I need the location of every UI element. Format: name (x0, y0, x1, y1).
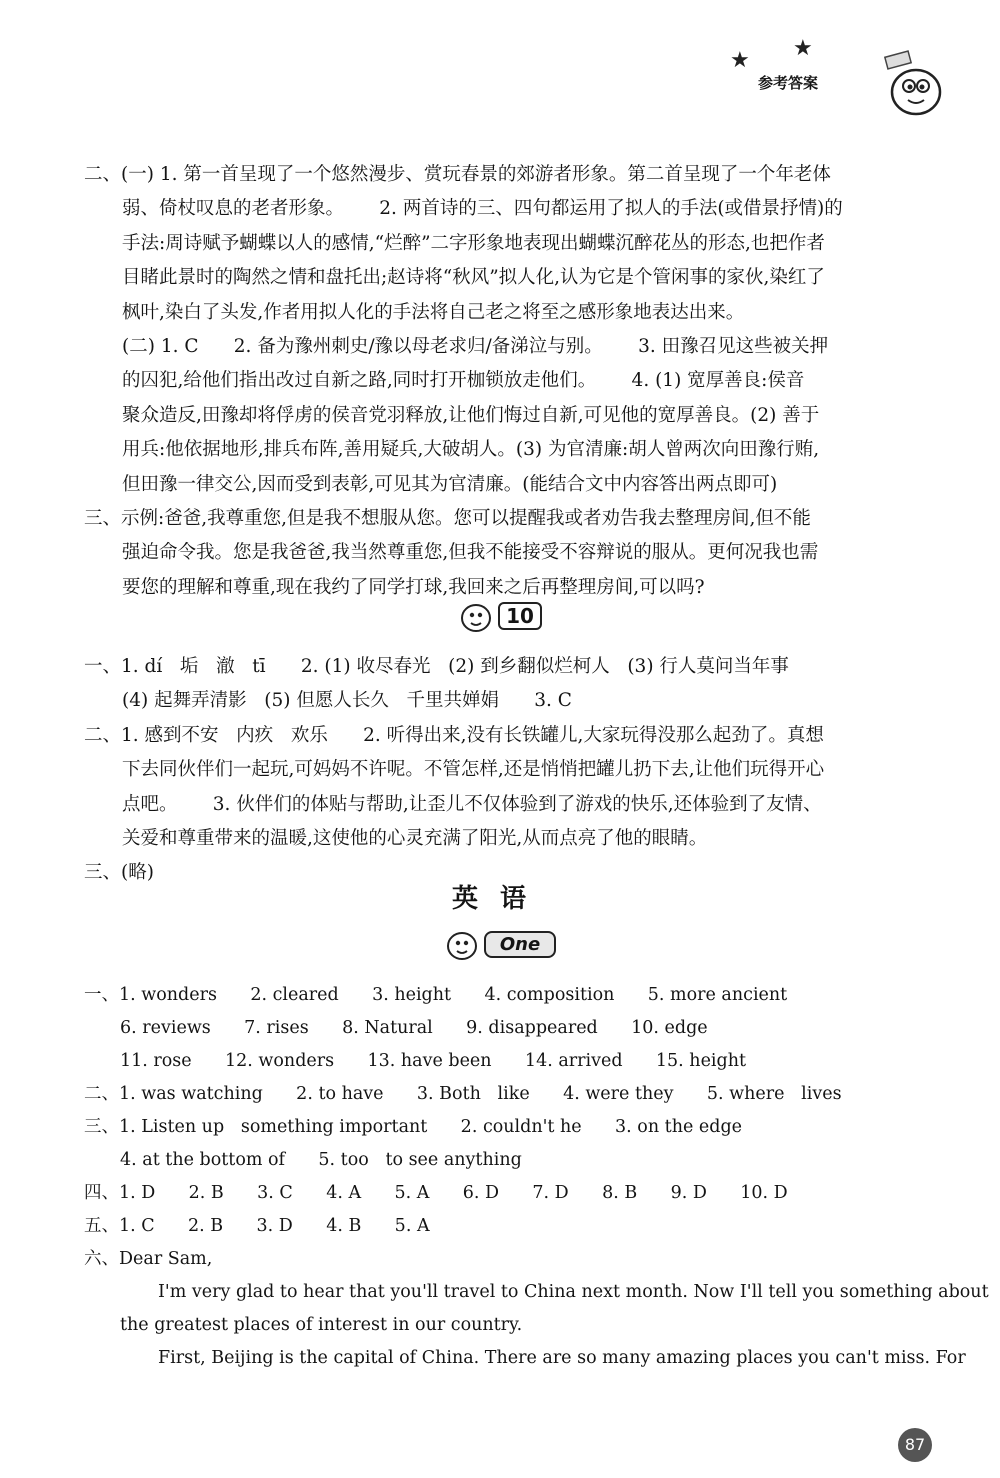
text-line: 四、1. D 2. B 3. C 4. A 5. A 6. D 7. D 8. B 9. D 10. D (84, 1183, 788, 1203)
text-line: I'm very glad to hear that you'll travel to China next month. Now I'll tell you something about (158, 1282, 989, 1302)
page-header-title: 参考答案 (758, 74, 819, 92)
section-title: 英语 (451, 884, 548, 914)
lesson-number: 10 (498, 602, 542, 630)
text-line: 但田豫一律交公,因而受到表彰,可见其为官清廉。(能结合文中内容答出两点即可) (122, 473, 778, 495)
star-icon: ★ (730, 48, 750, 73)
text-line: (二) 1. C 2. 备为豫州刺史/豫以母老求归/备涕泣与别。 3. 田豫召见这些被关押 (122, 335, 829, 357)
text-line: 强迫命令我。您是我爸爸,我当然尊重您,但我不能接受不容辩说的服从。更何况我也需 (122, 542, 819, 564)
text-line: 二、1. was watching 2. to have 3. Both like 4. were they 5. where lives (84, 1084, 842, 1104)
text-line: 五、1. C 2. B 3. D 4. B 5. A (84, 1216, 430, 1236)
mascot-icon (458, 598, 494, 634)
text-line: 的囚犯,给他们指出改过自新之路,同时打开枷锁放走他们。 4. (1) 宽厚善良:侯音 (122, 370, 805, 392)
text-line: 手法:周诗赋予蝴蝶以人的感情,“烂醉”二字形象地表现出蝴蝶沉醉花丛的形态,也把作者 (122, 232, 825, 254)
text-line: 目睹此景时的陶然之情和盘托出;赵诗将“秋风”拟人化,认为它是个管闲事的家伙,染红了 (122, 267, 825, 289)
text-line: 11. rose 12. wonders 13. have been 14. arrived 15. height (120, 1051, 747, 1071)
mascot-icon (444, 926, 480, 962)
text-line: 三、1. Listen up something important 2. couldn't he 3. on the edge (84, 1117, 743, 1137)
mascot-icon (880, 48, 952, 120)
text-line: 4. at the bottom of 5. too to see anything (120, 1150, 522, 1170)
text-line: 一、1. wonders 2. cleared 3. height 4. composition 5. more ancient (84, 985, 788, 1005)
text-line: (4) 起舞弄清影 (5) 但愿人长久 千里共婵娟 3. C (122, 690, 572, 712)
text-line: 6. reviews 7. rises 8. Natural 9. disappeared 10. edge (120, 1018, 708, 1038)
star-icon: ★ (793, 36, 813, 61)
text-line: 三、(略) (84, 862, 154, 884)
text-line: 下去同伙伴们一起玩,可妈妈不许呢。不管怎样,还是悄悄把罐儿扔下去,让他们玩得开心 (122, 759, 825, 781)
answer-block-chinese-9 (84, 158, 894, 605)
text-line: 二、(一) 1. 第一首呈现了一个悠然漫步、赏玩春景的郊游者形象。第二首呈现了一个年老体 (84, 164, 831, 185)
text-line: 关爱和尊重带来的温暖,这使他的心灵充满了阳光,从而点亮了他的眼睛。 (122, 827, 708, 849)
unit-label: One (484, 931, 556, 958)
text-line: 聚众造反,田豫却将俘虏的侯音党羽释放,让他们悔过自新,可见他的宽厚善良。(2) 善于 (122, 404, 820, 426)
text-line: 二、1. 感到不安 内疚 欢乐 2. 听得出来,没有长铁罐儿,大家玩得没那么起劲了。真想 (84, 724, 824, 746)
text-line: 一、1. dí 垢 澈 tī 2. (1) 收尽春光 (2) 到乡翻似烂柯人 (3) 行人莫问当年事 (84, 656, 789, 677)
page-number: 87 (898, 1428, 932, 1462)
text-line: 枫叶,染白了头发,作者用拟人化的手法将自己老之将至之感形象地表达出来。 (122, 301, 745, 323)
text-line: 弱、倚杖叹息的老者形象。 2. 两首诗的三、四句都运用了拟人的手法(或借景抒情)的 (122, 198, 843, 220)
text-line: the greatest places of interest in our country. (120, 1315, 523, 1335)
text-line: 六、Dear Sam, (84, 1249, 213, 1269)
text-line: 点吧。 3. 伙伴们的体贴与帮助,让歪儿不仅体验到了游戏的快乐,还体验到了友情、 (122, 793, 822, 815)
lesson-badge (0, 598, 1000, 638)
section-title-english (0, 878, 1000, 915)
unit-badge (0, 926, 1000, 966)
answer-block-chinese-10 (84, 650, 894, 891)
answer-block-english (84, 979, 989, 1375)
text-line: 用兵:他依据地形,排兵布阵,善用疑兵,大破胡人。(3) 为官清廉:胡人曾两次向田豫行贿, (122, 439, 820, 461)
text-line: 三、示例:爸爸,我尊重您,但是我不想服从您。您可以提醒我或者劝告我去整理房间,但不能 (84, 507, 811, 529)
text-line: 要您的理解和尊重,现在我约了同学打球,我回来之后再整理房间,可以吗? (122, 576, 705, 598)
text-line: First, Beijing is the capital of China. There are so many amazing places you can't miss. For (158, 1348, 966, 1368)
